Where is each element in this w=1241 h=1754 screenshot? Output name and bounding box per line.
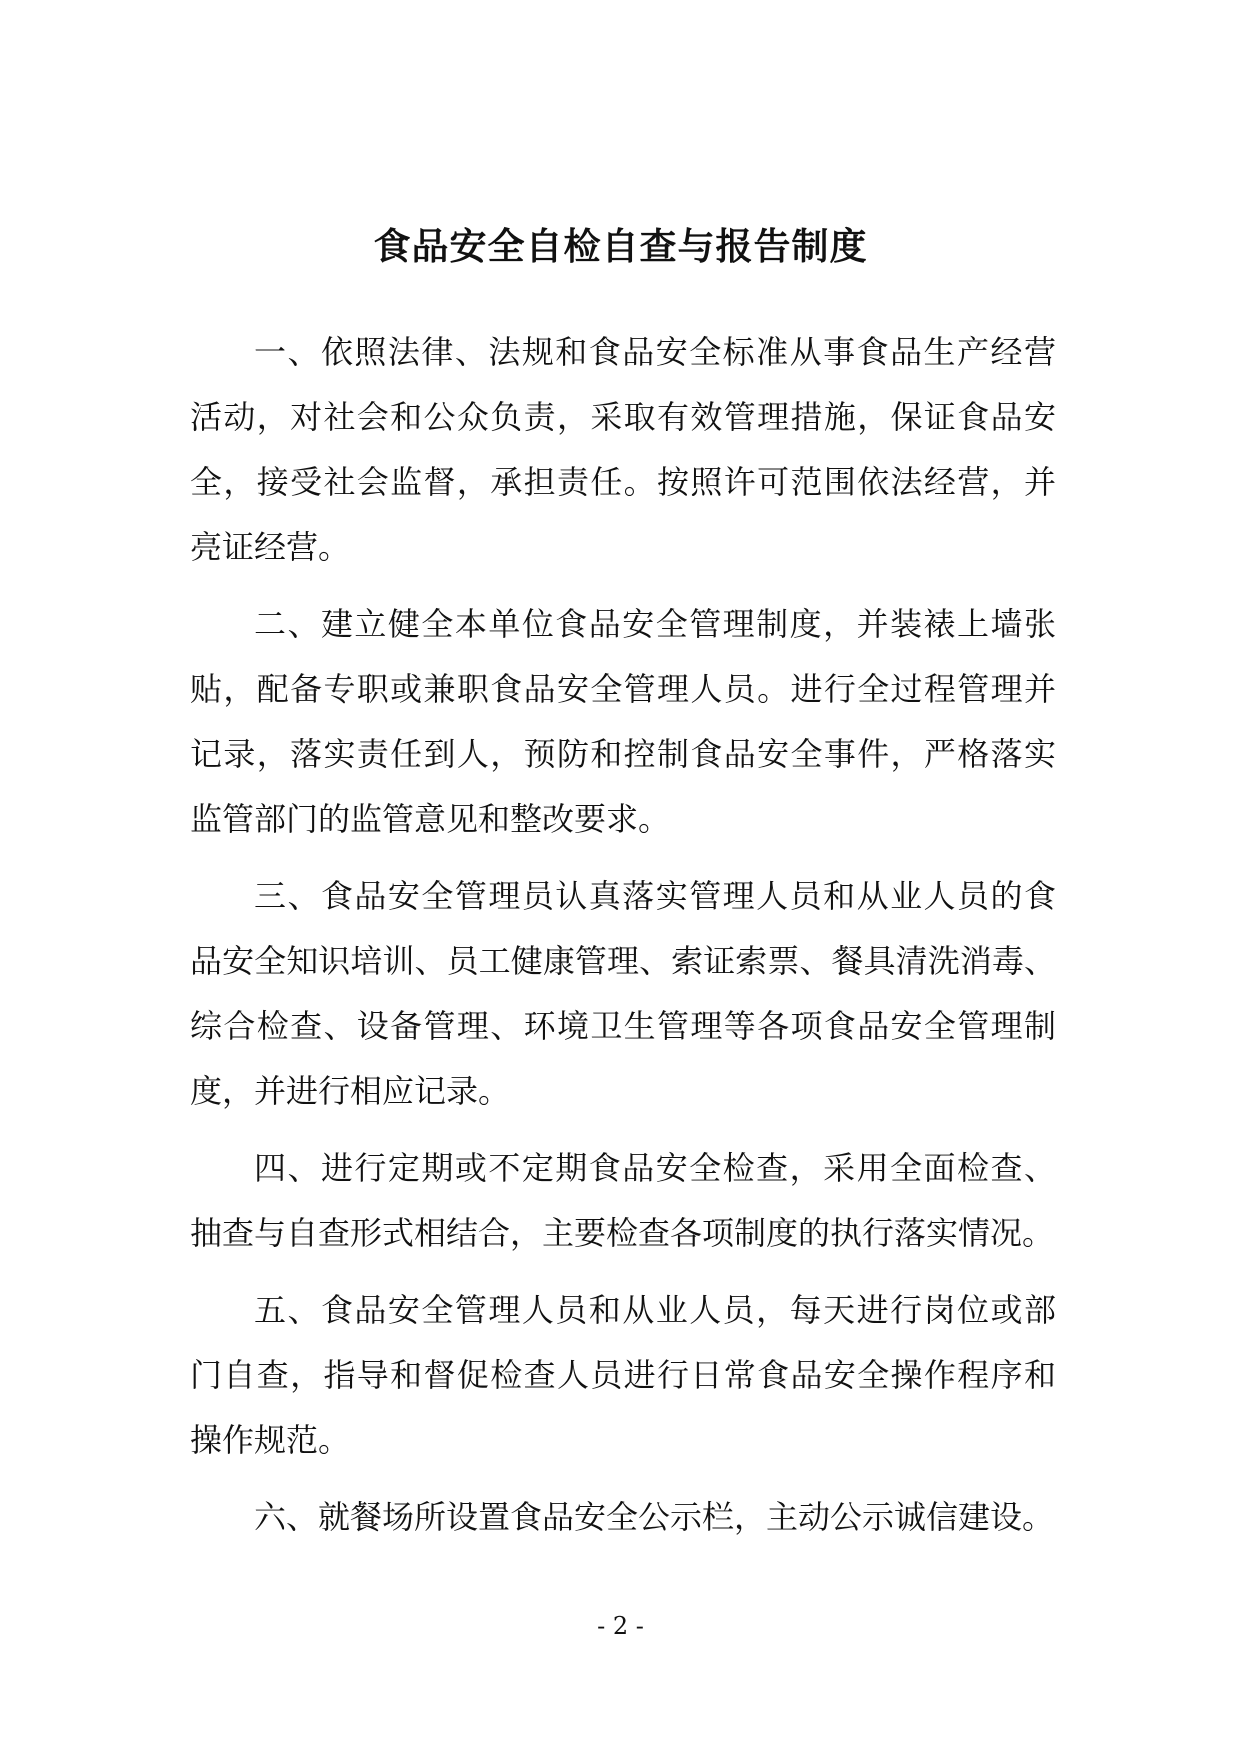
paragraph-line: 贴，配备专职或兼职食品安全管理人员。进行全过程管理并 — [190, 670, 1056, 708]
paragraph-line: 四、进行定期或不定期食品安全检查，采用全面检查、 — [254, 1149, 1056, 1187]
paragraph-line: 度，并进行相应记录。 — [190, 1072, 511, 1110]
paragraph-line: 抽查与自查形式相结合，主要检查各项制度的执行落实情况。 — [190, 1214, 1055, 1252]
document-title: 食品安全自检自查与报告制度 — [373, 225, 868, 268]
paragraph-line: 五、食品安全管理人员和从业人员，每天进行岗位或部 — [254, 1291, 1056, 1329]
paragraph-line: 二、建立健全本单位食品安全管理制度，并装裱上墙张 — [254, 605, 1056, 643]
paragraph-2 — [190, 592, 1056, 852]
paragraph-line: 操作规范。 — [190, 1421, 351, 1459]
paragraph-line: 全，接受社会监督，承担责任。按照许可范围依法经营，并 — [190, 463, 1056, 501]
paragraph-line: 记录，落实责任到人，预防和控制食品安全事件，严格落实 — [190, 735, 1056, 773]
paragraph-5 — [190, 1278, 1056, 1473]
paragraph-line: 门自查，指导和督促检查人员进行日常食品安全操作程序和 — [190, 1356, 1056, 1394]
paragraph-4 — [190, 1136, 1056, 1266]
paragraph-line: 综合检查、设备管理、环境卫生管理等各项食品安全管理制 — [190, 1007, 1056, 1045]
paragraph-3 — [190, 864, 1056, 1124]
paragraph-line: 活动，对社会和公众负责，采取有效管理措施，保证食品安 — [190, 398, 1056, 436]
paragraph-line: 品安全知识培训、员工健康管理、索证索票、餐具清洗消毒、 — [190, 942, 1056, 980]
document-body — [190, 320, 1056, 1550]
paragraph-line: 六、就餐场所设置食品安全公示栏，主动公示诚信建设。 — [254, 1498, 1055, 1536]
paragraph-line: 监管部门的监管意见和整改要求。 — [190, 800, 671, 838]
page-number: - 2 - — [597, 1612, 644, 1640]
paragraph-6 — [190, 1485, 1056, 1550]
paragraph-1 — [190, 320, 1056, 580]
paragraph-line: 三、食品安全管理员认真落实管理人员和从业人员的食 — [254, 877, 1056, 915]
paragraph-line: 亮证经营。 — [190, 528, 351, 566]
paragraph-line: 一、依照法律、法规和食品安全标准从事食品生产经营 — [254, 333, 1056, 371]
